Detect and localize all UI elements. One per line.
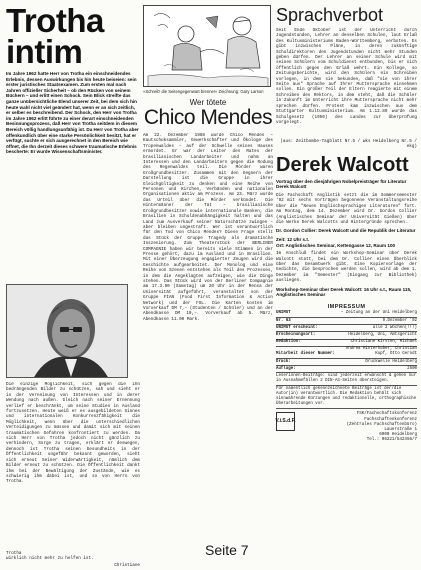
impressum-row xyxy=(276,332,417,339)
impressum-row-value: 2500 xyxy=(407,366,417,371)
chico-kicker: Wer tötete xyxy=(189,98,227,107)
impressum-row xyxy=(276,340,417,347)
impressum-table xyxy=(276,311,417,374)
impressum-row-label: UNIMUT xyxy=(276,311,291,316)
trotha-closing: Trotha wirklich nicht mehr zu helfen ist. xyxy=(6,551,94,562)
cartoon-drawing xyxy=(144,6,271,87)
impressum-leserbriefe: Leserinnen-Beiträge: sind jederzeit erwünscht & gehen nur in Ausnahmefällen 2 DIN-A4-Seiten übersteigen. xyxy=(276,373,417,386)
trotha-article xyxy=(6,2,140,568)
sprachverbot-title: Sprachverbot xyxy=(276,5,384,25)
impressum-row-value: 9.Dezember '92 xyxy=(382,318,417,323)
walcott-talk-title: Dr. Gordon Collier: Derek Walcott und die Republik der Literatur xyxy=(276,228,416,234)
impressum-row xyxy=(276,366,417,373)
sprachverbot-body: Seit Ende Oktober ist der Unterricht durch Jugendstunden, Lehrer an denselben Schulen, laut Erlaß des Kultusministeriums Baden-Württemberg, verboten. Es gibt inzwischen Pläne, in deren zukünftige Schuldirektoren den Jugendstunden nicht mehr Stunden geben dürfen. Der Lehrer an seiner Schule wird mit seinen Schülern vom Schuldienst entbunden, bis er sich öffentlich gegen den Erlaß wehrt. Ein Kollege, so Zeitungsberichte, wird den Schülern ein Schreiben vorlegen, in dem sie bekunden, daß "sie von ihrer Seite aus" Sprache auf Ihrer Muttersprache einnehmen sollen. Ein großer Teil der Eltern reagierte mit einem Schreiben des Rektors, in dem steht, daß die Schüler in Zukunft im Unterricht ihre Muttersprache nicht mehr sprechen dürfen. Protest kam inzwischen aus dem Stuttgarter Kultusministerium. Am 1.12.89 wurde das Schulgesetz (1950) des Landes zur Überprüfung vorgelegt. xyxy=(276,28,417,125)
impressum-contact xyxy=(276,412,417,443)
walcott-workshop-details: Workshop-Seminar über Derek Walcott: 16 Uhr s.t., Raum 115, Anglistisches Seminar xyxy=(276,286,412,298)
portrait-photo-illustration xyxy=(7,285,128,378)
impressum-row-value: Heidelberg, Uni, Amtsgericht xyxy=(348,333,417,337)
impressum-row-label: Redaktion: xyxy=(276,340,301,345)
impressum-row-label: Druck: xyxy=(276,359,291,364)
impressum-row-value: – Zeitung an der Uni Heidelberg xyxy=(340,311,417,316)
impressum-row-label: Auflage: xyxy=(276,366,296,371)
impressum-row xyxy=(276,318,417,325)
impressum-row-label: Mitarbeit dieser Nummer: xyxy=(276,352,335,357)
trotha-portrait-photo xyxy=(6,284,128,378)
walcott-body: Die Fachschaft Anglistik setzt die im Sommersemester '92 mit sechs Vorträgen begonnene Veranstaltungsreihe über die "Neuen Englischsprachigen Literaturen" fort. Am Montag, dem 14. Dezember wird Dr. Gordon Collier (Anglistisches Seminar der Universität Gießen) über die Werke Derek Walcotts und Hintergründe sprechen. xyxy=(276,193,417,226)
walcott-title: Derek Walcott xyxy=(276,153,409,176)
trotha-title-line2: intim xyxy=(6,33,83,70)
cartoon-caption: »Schreib' die Seitengegenwart brenne!« Zeichnung: Gary Larson xyxy=(143,89,264,94)
impressum-row xyxy=(276,359,417,366)
visdp-badge: V.i.S.d.P. xyxy=(276,412,295,431)
impressum-row xyxy=(276,347,417,359)
cartoon-illustration xyxy=(143,5,271,87)
walcott-talk-details: Zeit: 12 Uhr s.t. Ort: Anglistisches Seminar, Kettengasse 12, Raum 100 xyxy=(276,237,396,248)
impressum-verantwortlich: Für namentlich gekennzeichnete Beiträge ist der/die Autor(in) verantwortlich. Die Redaktion behält sich sinnwahrende Kürzungen und redaktionelle, orthographische Überarbeitungen vor. xyxy=(276,386,417,409)
chico-body: Am 22. Dezember 1988 wurde Chico Mendes – Kautschuksammler, Gewerkschafter und Ökologe des Tropenwaldes – auf der Schwelle seines Hauses ermordet. Er war der Leiter des Rates der brasilianischen Landarbeiter und nahm an Interessen und den Landarbeitern gegen die Rodung des Regenwaldes teil. Die Mörder waren Großgrundbesitzer. Zusammen mit den Gegnern der Darstellung ist die Gruppe in ihrer Gleichgültigkeit zu denken und eine Reihe von Personen und Kirchen, Verbänden und nationalen Organisationen aktiv am Prozess. Am 23. März wurde das Urteil über die Mörder verkündet. Die Hintermänner der Tat – brasilianische Großgrundbesitzer sowie internationale Banken, die Brasilien in Schuldenabhängigkeit halten und das Land zum Ausverkauf seiner Naturschätze zwingen – aber bleiben ungestraft. Wer ist verantwortlich für den Tod von Chico Mendes? Diese Frage stellt das Stück der Gruppe Tragedy als dramatische Inszenierung. Zum Theaterstück der BERLINER COMPAGNIE haben wir bereits viele Stimmen in der Presse gehört, dazu im Ausland und in Brasilien. Mit einer Überzeugung engagierter Zeugen wird die Geschichte aufgearbeitet. Der Monolog und eine Reihe von Szenen entstehen als Teil des Prozesses, in dem die Angeklagten aufzeigen, wie die Dinge stehen. Das Stück wird von der Berliner Compagnie am 17.3.90 (Samstag) um 20 Uhr in der Mensa der Universität aufgeführt, veranstaltet von der Gruppe FIAN (Food First Information & Action Network) und der FSL. Die Karten kosten im Vorverkauf DM 7,– (Studenten / Schüler) und an der Abendkasse DM 10,–. Vorverkauf ab 5. März, Abendkasse 11.00 Mark. xyxy=(143,133,273,322)
impressum-row-label: Nr. 63 xyxy=(276,318,291,323)
trotha-signature: Christiane xyxy=(114,562,140,568)
walcott-subtitle: Vortrag über den diesjährigen Nobelpreisträger für Literatur Derek Walcott xyxy=(276,178,407,190)
walcott-workshop-body: Im Anschluß findet ein Workshop-Seminar über Derek Walcott statt, bei dem Dr. Collier einen Überblick über das Gesamtwerk gibt. Eine Kopiervorlage der Gedichte, die besprochen werden sollen, wird ab dem 1. Dezember im "Semester" (Eingang zur Bibliothek) ausliegen. xyxy=(276,251,417,284)
page-number: Seite 7 xyxy=(205,542,249,558)
trotha-body-continued: Die einzige Möglichkeit, sich gegen die ihn bedrängenden Bilder zu schützen, sah und sieht er in der Verneinung von Interessen und in derer Wendung nach außen. Gleich nach seiner Ernennung verlief er beschränkt, um seine Studien in Ausland fortzusetzen. Heute weiß er es ausgebildeten Sinnes und internationalen Konkurrenzfähigkeit die Möglichkeit, wenn über die unterschiedlichen Verteidigungen zu müssen und damit sich mit seinen traumatischen Gefahren konfrontiert zu werden. Da sich Herr von Trotha jedoch nicht gänzlich zu verhindern, Sorge zu tragen, erklärt er deswegen, dennoch ist Trotha seinen Gesundheits in der Öffentlichkeit ungefähr bekannt geworden, sieht sich erneut Seiner Widerwärtigkeit, nämlich dem Bilder erneut zu schützen. Die Öffentlichkeit dankt ihm bei der Bewältigung der Zustände, wie es schwierig ihm dabei ist, und so von Herrn von Trotha. xyxy=(6,382,140,485)
impressum-row-label: UNIMUT erscheint: xyxy=(276,325,318,330)
right-column xyxy=(276,5,417,444)
impressum-row-value: Druckwelle Heidelberg xyxy=(365,359,417,364)
impressum-row-value: Christiane Kirsten, Michael xyxy=(350,340,417,345)
impressum-row-value: Andrea Hinterhuber, Christian Kupf, Otto Gerndt xyxy=(345,347,417,357)
trotha-lead: Im Jahre 1962 hatte Herr von Trotha ein einschneidendes Erlebnis, dessen Auswirkungen bis hin heute beiseien: sein erster juristisches Staatsexamen. Zum ersten mal nach Jahren offizieller Sicherheit – ob den Rücken von seinem Büchern – und erlitt einen Schock. Sein Blick streifte das ganze unübersichtliche Elend unserer Zeit, bei dem sich hin heute wahl nicht viel geändert hat, wenn er an sich zeitlich, er selber es beschreibend. Der Schock, den Herr von Trotha im Jahre 1962 erlitt führte zu einer derart einschneidenden Besinnungsprozess, daß Herr von Trotha seitdem in diesem Bereich völlig handlungsunfähig ist. Da Herr von Trotha aber offenkundlich über eine starke Persönlichkeit besitzt, hat er verfügt, suchte er sich ausgerechnet in den Bereich wie öffnet, die Ihn derzeit dieses schwere traumatische Erlebnis bescherte: Er wurde Wissenschaftsminister. xyxy=(6,71,139,155)
trotha-title-line1: Trotha xyxy=(6,2,104,39)
impressum-row-label: Erscheinungsort: xyxy=(276,333,316,337)
chico-article xyxy=(143,5,273,454)
impressum-row-value: alle 2 Wochen(!!!) xyxy=(372,325,417,330)
sprachverbot-source: (aus: Zeitbombe-Tagblatt Nr.5 / wks Heidelberg Nr.5 / ekg) xyxy=(280,139,417,150)
chico-title: Chico Mendes xyxy=(143,106,273,129)
impressum-title: IMPRESSUM xyxy=(327,303,366,310)
impressum-row xyxy=(276,311,417,318)
contact-address: FSK/Fachschaftskonferenz Fachschaftenkonferenz (Zentrales Fachschaftenbüro) Lauerstraße 1 6900 Heidelberg Tel.: 06221/542456/7 xyxy=(346,412,417,443)
impressum-row xyxy=(276,325,417,332)
